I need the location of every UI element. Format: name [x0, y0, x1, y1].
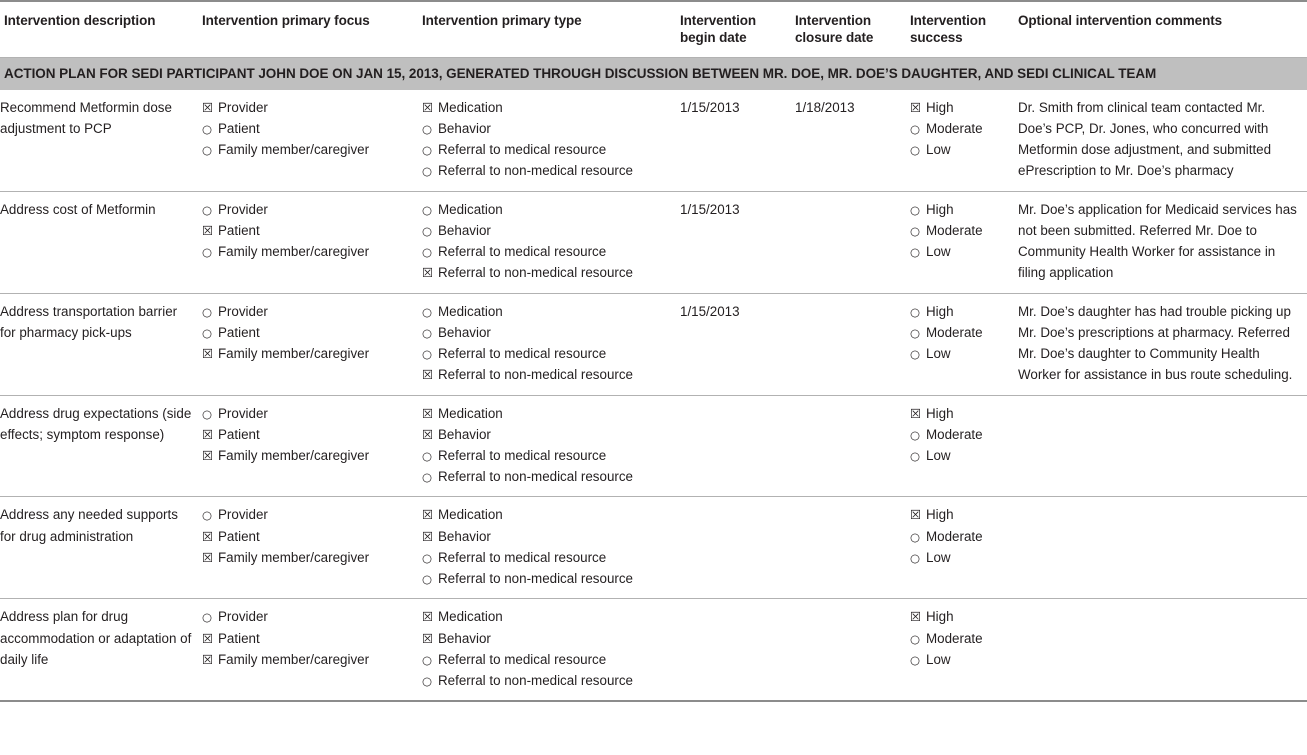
- checked-box-icon[interactable]: [910, 102, 923, 115]
- intervention-primary-focus-cell: [202, 293, 422, 395]
- focus-option-label: Provider: [218, 405, 268, 421]
- unchecked-circle-icon[interactable]: [910, 450, 923, 463]
- intervention-closure-date-cell: [795, 395, 910, 497]
- optional-intervention-comments-cell: [1018, 599, 1307, 700]
- type-option[interactable]: [422, 343, 672, 364]
- type-option-label: Referral to non-medical resource: [438, 163, 633, 179]
- focus-option-label: Family member/caregiver: [218, 346, 370, 362]
- unchecked-circle-icon[interactable]: [910, 123, 923, 136]
- intervention-primary-type-cell: [422, 599, 680, 700]
- intervention-description-cell: Address cost of Metformin: [0, 191, 202, 293]
- unchecked-circle-icon[interactable]: [910, 552, 923, 565]
- type-option[interactable]: [422, 670, 672, 691]
- type-option[interactable]: [422, 322, 672, 343]
- type-option[interactable]: [422, 262, 672, 283]
- success-option[interactable]: [910, 628, 1010, 649]
- column-header-optional-intervention-comments: Optional intervention comments: [1018, 2, 1307, 57]
- success-option[interactable]: [910, 526, 1010, 547]
- intervention-success-cell: [910, 599, 1018, 700]
- type-option[interactable]: [422, 466, 672, 487]
- intervention-description-cell: Recommend Metformin dose adjustment to PCP: [0, 90, 202, 191]
- unchecked-circle-icon[interactable]: [202, 246, 215, 259]
- intervention-begin-date-cell: [680, 599, 795, 700]
- success-option[interactable]: [910, 403, 1010, 424]
- success-option[interactable]: [910, 606, 1010, 627]
- focus-option-label: Patient: [218, 630, 260, 646]
- intervention-closure-date-cell: [795, 497, 910, 599]
- success-option[interactable]: [910, 649, 1010, 670]
- type-option[interactable]: [422, 547, 672, 568]
- focus-option-label: Provider: [218, 99, 268, 115]
- type-option[interactable]: [422, 241, 672, 262]
- intervention-success-cell: [910, 90, 1018, 191]
- type-option-label: Medication: [438, 507, 503, 523]
- type-group: [422, 199, 672, 284]
- unchecked-circle-icon[interactable]: [202, 408, 215, 421]
- focus-option[interactable]: [202, 322, 414, 343]
- checked-box-icon[interactable]: [910, 408, 923, 421]
- focus-option[interactable]: [202, 139, 414, 160]
- unchecked-circle-icon[interactable]: [910, 225, 923, 238]
- type-option[interactable]: [422, 199, 672, 220]
- type-option-label: Medication: [438, 303, 503, 319]
- checked-box-icon[interactable]: [422, 267, 435, 280]
- checked-box-icon[interactable]: [422, 408, 435, 421]
- focus-group: [202, 504, 414, 568]
- focus-option[interactable]: [202, 241, 414, 262]
- success-group: [910, 199, 1010, 263]
- type-option[interactable]: [422, 403, 672, 424]
- checked-box-icon[interactable]: [202, 225, 215, 238]
- unchecked-circle-icon[interactable]: [422, 144, 435, 157]
- type-option-label: Medication: [438, 201, 503, 217]
- optional-intervention-comments-cell: Dr. Smith from clinical team contacted Mr. Doe’s PCP, Dr. Jones, who concurred with Metformin dose adjustment, and submitted ePrescription to Mr. Doe’s pharmacy: [1018, 90, 1307, 191]
- success-option[interactable]: [910, 343, 1010, 364]
- success-option-label: High: [926, 405, 954, 421]
- intervention-primary-focus-cell: [202, 599, 422, 700]
- intervention-description-cell: Address transportation barrier for pharmacy pick-ups: [0, 293, 202, 395]
- table-row: [0, 599, 1307, 700]
- checked-box-icon[interactable]: [422, 429, 435, 442]
- unchecked-circle-icon[interactable]: [422, 348, 435, 361]
- unchecked-circle-icon[interactable]: [202, 144, 215, 157]
- checked-box-icon[interactable]: [202, 633, 215, 646]
- type-option[interactable]: [422, 424, 672, 445]
- column-header-intervention-begin-date: Intervention begin date: [680, 2, 795, 57]
- unchecked-circle-icon[interactable]: [910, 654, 923, 667]
- column-header-intervention-primary-focus: Intervention primary focus: [202, 2, 422, 57]
- checked-box-icon[interactable]: [422, 369, 435, 382]
- unchecked-circle-icon[interactable]: [202, 123, 215, 136]
- focus-option-label: Family member/caregiver: [218, 244, 370, 260]
- type-group: [422, 606, 672, 691]
- type-option[interactable]: [422, 301, 672, 322]
- optional-intervention-comments-cell: [1018, 395, 1307, 497]
- type-option[interactable]: [422, 526, 672, 547]
- table-header: [0, 2, 1307, 57]
- optional-intervention-comments-cell: [1018, 497, 1307, 599]
- unchecked-circle-icon[interactable]: [910, 633, 923, 646]
- unchecked-circle-icon[interactable]: [422, 165, 435, 178]
- focus-option[interactable]: [202, 526, 414, 547]
- intervention-begin-date-cell: 1/15/2013: [680, 90, 795, 191]
- focus-option[interactable]: [202, 301, 414, 322]
- success-option-label: High: [926, 609, 954, 625]
- intervention-closure-date-cell: [795, 599, 910, 700]
- type-option[interactable]: [422, 568, 672, 589]
- unchecked-circle-icon[interactable]: [910, 429, 923, 442]
- intervention-success-cell: [910, 395, 1018, 497]
- success-option-label: Moderate: [926, 222, 983, 238]
- focus-group: [202, 97, 414, 161]
- type-group: [422, 97, 672, 182]
- unchecked-circle-icon[interactable]: [910, 327, 923, 340]
- focus-option-label: Family member/caregiver: [218, 549, 370, 565]
- unchecked-circle-icon[interactable]: [422, 225, 435, 238]
- column-header-intervention-description: Intervention description: [0, 2, 202, 57]
- intervention-primary-focus-cell: [202, 497, 422, 599]
- plan-table: [0, 2, 1307, 700]
- unchecked-circle-icon[interactable]: [910, 306, 923, 319]
- unchecked-circle-icon[interactable]: [422, 123, 435, 136]
- action-plan-banner-row: [0, 57, 1307, 90]
- type-option-label: Referral to medical resource: [438, 549, 607, 565]
- checked-box-icon[interactable]: [910, 509, 923, 522]
- focus-option-label: Provider: [218, 201, 268, 217]
- table-row: [0, 90, 1307, 191]
- type-option[interactable]: [422, 649, 672, 670]
- focus-option[interactable]: [202, 199, 414, 220]
- unchecked-circle-icon[interactable]: [202, 306, 215, 319]
- success-option-label: Low: [926, 651, 951, 667]
- type-group: [422, 403, 672, 488]
- focus-option[interactable]: [202, 220, 414, 241]
- checked-box-icon[interactable]: [422, 611, 435, 624]
- success-option[interactable]: [910, 322, 1010, 343]
- success-option-label: Low: [926, 346, 951, 362]
- type-option-label: Referral to medical resource: [438, 447, 607, 463]
- unchecked-circle-icon[interactable]: [910, 246, 923, 259]
- checked-box-icon[interactable]: [202, 552, 215, 565]
- intervention-primary-type-cell: [422, 191, 680, 293]
- success-option-label: Moderate: [926, 120, 983, 136]
- intervention-begin-date-cell: 1/15/2013: [680, 191, 795, 293]
- focus-option-label: Family member/caregiver: [218, 447, 370, 463]
- checked-box-icon[interactable]: [202, 429, 215, 442]
- column-header-intervention-closure-date: Intervention closure date: [795, 2, 910, 57]
- focus-option[interactable]: [202, 547, 414, 568]
- intervention-begin-date-cell: [680, 395, 795, 497]
- type-option-label: Medication: [438, 405, 503, 421]
- unchecked-circle-icon[interactable]: [422, 246, 435, 259]
- focus-option-label: Patient: [218, 324, 260, 340]
- type-option[interactable]: [422, 160, 672, 181]
- intervention-primary-focus-cell: [202, 395, 422, 497]
- focus-option[interactable]: [202, 504, 414, 525]
- type-option-label: Referral to non-medical resource: [438, 265, 633, 281]
- unchecked-circle-icon[interactable]: [422, 471, 435, 484]
- unchecked-circle-icon[interactable]: [202, 611, 215, 624]
- focus-group: [202, 606, 414, 670]
- type-option[interactable]: [422, 118, 672, 139]
- intervention-begin-date-cell: 1/15/2013: [680, 293, 795, 395]
- unchecked-circle-icon[interactable]: [910, 531, 923, 544]
- focus-option-label: Family member/caregiver: [218, 142, 370, 158]
- unchecked-circle-icon[interactable]: [910, 144, 923, 157]
- type-option-label: Medication: [438, 99, 503, 115]
- table-row: [0, 395, 1307, 497]
- intervention-begin-date-cell: [680, 497, 795, 599]
- success-option-label: Moderate: [926, 426, 983, 442]
- intervention-description-cell: Address drug expectations (side effects; symptom response): [0, 395, 202, 497]
- type-option-label: Referral to non-medical resource: [438, 571, 633, 587]
- type-option[interactable]: [422, 504, 672, 525]
- focus-option[interactable]: [202, 97, 414, 118]
- type-option-label: Behavior: [438, 630, 491, 646]
- success-option[interactable]: [910, 504, 1010, 525]
- type-group: [422, 504, 672, 589]
- focus-option[interactable]: [202, 649, 414, 670]
- column-header-intervention-primary-type: Intervention primary type: [422, 2, 680, 57]
- optional-intervention-comments-cell: Mr. Doe’s daughter has had trouble picking up Mr. Doe’s prescriptions at pharmacy. Referred Mr. Doe’s daughter to Community Health Worker for assistance in bus route scheduling.: [1018, 293, 1307, 395]
- success-option-label: Low: [926, 447, 951, 463]
- intervention-primary-focus-cell: [202, 90, 422, 191]
- type-option[interactable]: [422, 139, 672, 160]
- action-plan-banner-text: ACTION PLAN FOR SEDI PARTICIPANT JOHN DOE ON JAN 15, 2013, GENERATED THROUGH DISCUSSION BETWEEN MR. DOE, MR. DOE’S DAUGHTER, AND SEDI CLINICAL TEAM: [0, 57, 1307, 90]
- success-option-label: Low: [926, 549, 951, 565]
- success-option[interactable]: [910, 301, 1010, 322]
- intervention-success-cell: [910, 497, 1018, 599]
- success-group: [910, 403, 1010, 467]
- table-row: [0, 191, 1307, 293]
- type-option[interactable]: [422, 628, 672, 649]
- intervention-closure-date-cell: [795, 293, 910, 395]
- header-row: [0, 2, 1307, 57]
- focus-option[interactable]: [202, 403, 414, 424]
- type-option-label: Behavior: [438, 426, 491, 442]
- focus-option-label: Provider: [218, 507, 268, 523]
- intervention-description-cell: Address any needed supports for drug administration: [0, 497, 202, 599]
- intervention-description-cell: Address plan for drug accommodation or adaptation of daily life: [0, 609, 192, 667]
- type-option-label: Referral to medical resource: [438, 346, 607, 362]
- type-option-label: Referral to medical resource: [438, 142, 607, 158]
- intervention-primary-type-cell: [422, 395, 680, 497]
- success-option-label: Moderate: [926, 324, 983, 340]
- focus-option[interactable]: [202, 445, 414, 466]
- type-option[interactable]: [422, 606, 672, 627]
- focus-group: [202, 199, 414, 263]
- unchecked-circle-icon[interactable]: [422, 450, 435, 463]
- focus-option[interactable]: [202, 343, 414, 364]
- table-row: [0, 497, 1307, 599]
- success-option-label: Moderate: [926, 630, 983, 646]
- type-option[interactable]: [422, 220, 672, 241]
- focus-option-label: Patient: [218, 528, 260, 544]
- type-option-label: Behavior: [438, 120, 491, 136]
- focus-group: [202, 301, 414, 365]
- checked-box-icon[interactable]: [202, 450, 215, 463]
- unchecked-circle-icon[interactable]: [202, 204, 215, 217]
- focus-option-label: Provider: [218, 609, 268, 625]
- unchecked-circle-icon[interactable]: [422, 204, 435, 217]
- unchecked-circle-icon[interactable]: [422, 306, 435, 319]
- success-option-label: High: [926, 303, 954, 319]
- intervention-primary-type-cell: [422, 497, 680, 599]
- type-option[interactable]: [422, 97, 672, 118]
- success-option[interactable]: [910, 547, 1010, 568]
- unchecked-circle-icon[interactable]: [422, 327, 435, 340]
- success-option-label: High: [926, 99, 954, 115]
- success-group: [910, 301, 1010, 365]
- success-option[interactable]: [910, 445, 1010, 466]
- optional-intervention-comments-cell: Mr. Doe’s application for Medicaid services has not been submitted. Referred Mr. Doe to Community Health Worker for assistance in filing application: [1018, 191, 1307, 293]
- focus-option-label: Patient: [218, 426, 260, 442]
- success-option[interactable]: [910, 241, 1010, 262]
- type-option[interactable]: [422, 364, 672, 385]
- intervention-success-cell: [910, 293, 1018, 395]
- checked-box-icon[interactable]: [202, 348, 215, 361]
- unchecked-circle-icon[interactable]: [422, 654, 435, 667]
- type-option[interactable]: [422, 445, 672, 466]
- intervention-primary-type-cell: [422, 90, 680, 191]
- focus-option[interactable]: [202, 628, 414, 649]
- focus-option-label: Patient: [218, 222, 260, 238]
- type-option-label: Referral to medical resource: [438, 651, 607, 667]
- success-option[interactable]: [910, 199, 1010, 220]
- unchecked-circle-icon[interactable]: [910, 348, 923, 361]
- focus-option-label: Provider: [218, 303, 268, 319]
- unchecked-circle-icon[interactable]: [910, 204, 923, 217]
- success-option[interactable]: [910, 97, 1010, 118]
- success-option[interactable]: [910, 220, 1010, 241]
- success-option-label: Low: [926, 142, 951, 158]
- intervention-primary-focus-cell: [202, 191, 422, 293]
- success-group: [910, 504, 1010, 568]
- checked-box-icon[interactable]: [422, 633, 435, 646]
- focus-option-label: Family member/caregiver: [218, 651, 370, 667]
- focus-option[interactable]: [202, 118, 414, 139]
- success-option-label: High: [926, 201, 954, 217]
- success-option-label: Low: [926, 244, 951, 260]
- checked-box-icon[interactable]: [422, 509, 435, 522]
- success-option-label: High: [926, 507, 954, 523]
- type-option-label: Referral to medical resource: [438, 244, 607, 260]
- unchecked-circle-icon[interactable]: [422, 573, 435, 586]
- type-option-label: Referral to non-medical resource: [438, 367, 633, 383]
- checked-box-icon[interactable]: [202, 654, 215, 667]
- unchecked-circle-icon[interactable]: [202, 327, 215, 340]
- table-row: [0, 293, 1307, 395]
- unchecked-circle-icon[interactable]: [422, 675, 435, 688]
- unchecked-circle-icon[interactable]: [202, 509, 215, 522]
- checked-box-icon[interactable]: [422, 102, 435, 115]
- intervention-primary-type-cell: [422, 293, 680, 395]
- focus-group: [202, 403, 414, 467]
- success-option[interactable]: [910, 118, 1010, 139]
- type-group: [422, 301, 672, 386]
- focus-option-label: Patient: [218, 120, 260, 136]
- success-option[interactable]: [910, 424, 1010, 445]
- success-option[interactable]: [910, 139, 1010, 160]
- success-option-label: Moderate: [926, 528, 983, 544]
- success-group: [910, 97, 1010, 161]
- type-option-label: Referral to non-medical resource: [438, 469, 633, 485]
- intervention-success-cell: [910, 191, 1018, 293]
- type-option-label: Referral to non-medical resource: [438, 673, 633, 689]
- intervention-closure-date-cell: [795, 191, 910, 293]
- focus-option[interactable]: [202, 606, 414, 627]
- type-option-label: Behavior: [438, 324, 491, 340]
- type-option-label: Behavior: [438, 528, 491, 544]
- success-group: [910, 606, 1010, 670]
- table-body: [0, 57, 1307, 700]
- column-header-intervention-success: Intervention success: [910, 2, 1018, 57]
- focus-option[interactable]: [202, 424, 414, 445]
- type-option-label: Medication: [438, 609, 503, 625]
- checked-box-icon[interactable]: [422, 531, 435, 544]
- checked-box-icon[interactable]: [202, 102, 215, 115]
- type-option-label: Behavior: [438, 222, 491, 238]
- checked-box-icon[interactable]: [910, 611, 923, 624]
- intervention-closure-date-cell: 1/18/2013: [795, 90, 910, 191]
- checked-box-icon[interactable]: [202, 531, 215, 544]
- unchecked-circle-icon[interactable]: [422, 552, 435, 565]
